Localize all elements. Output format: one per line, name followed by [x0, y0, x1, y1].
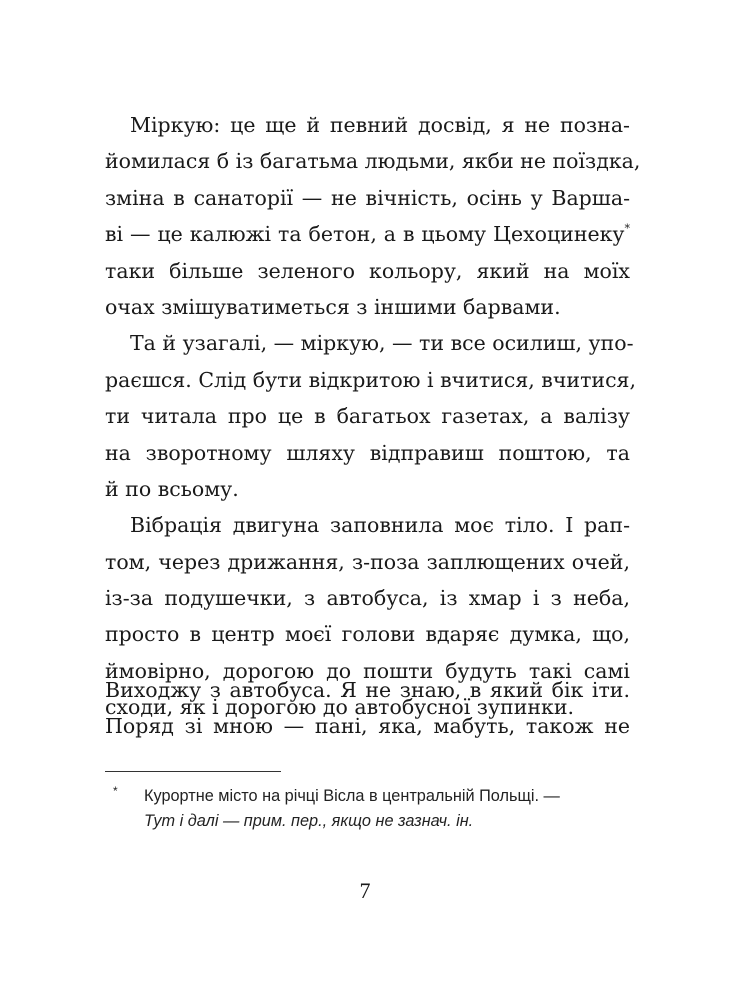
page-number: 7 — [359, 878, 371, 903]
footnote-reference-mark: * — [624, 222, 630, 236]
paragraph-2-line-1: Та й узагалі, — міркую, — ти все осилиш, упо- — [130, 331, 634, 356]
paragraph-1-line-4 — [105, 216, 630, 252]
paragraph-2-line-5: й по всьому. — [105, 476, 239, 501]
paragraph-1-line-5: таки більше зеленого кольору, який на моїх — [105, 258, 630, 283]
footnote-text: Курортне місто на річці Вісла в центральній Польщі. — — [144, 787, 560, 805]
footnote-italic-text — [144, 809, 630, 834]
paragraph-3-line-2: том, через дрижання, з-поза заплющених очей, — [105, 549, 630, 574]
paragraph-1-line-4-text: ві — це калюжі та бетон, а в цьому Цехоцинеку — [105, 222, 625, 247]
footnote-mark: * — [113, 784, 118, 798]
paragraph-2-line-4: на зворотному шляху відправиш поштою, та — [105, 440, 630, 465]
paragraph-1-line-6: очах змішуватиметься з іншими барвами. — [105, 294, 561, 319]
paragraph-2-line-2: раєшся. Слід бути відкритою і вчитися, вчитися, — [105, 367, 636, 392]
paragraph-3-line-4: просто в центр моєї голови вдаряє думка, що, — [105, 622, 630, 647]
paragraph-3-line-6: сходи, як і дорогою до автобусної зупинки. — [105, 695, 575, 720]
paragraph-4-line-2: Поряд зі мною — пані, яка, мабуть, також не — [105, 714, 630, 739]
footnote — [105, 784, 630, 834]
paragraph-1-line-1: Міркую: це ще й певний досвід, я не позна- — [130, 113, 630, 137]
paragraph-1-line-3: зміна в санаторії — не вічність, осінь у Варша- — [105, 185, 630, 210]
paragraph-2-line-3: ти читала про це в багатьох газетах, а валізу — [105, 404, 630, 429]
footnote-divider — [105, 771, 281, 772]
paragraph-3-line-3: із-за подушечки, з автобуса, із хмар і з неба, — [105, 586, 630, 611]
footnote-italic: Тут і далі — прим. пер., якщо не зазнач. ін. — [144, 812, 474, 830]
paragraph-4-line-1: Виходжу з автобуса. Я не знаю, в який бік іти. — [105, 678, 630, 702]
paragraph-1-line-2: йомилася б із багатьма людьми, якби не поїздка, — [105, 149, 641, 174]
main-text — [105, 107, 641, 726]
section-after-break — [105, 672, 630, 745]
paragraph-3-line-1: Вібрація двигуна заповнила моє тіло. І рап- — [130, 513, 630, 538]
paragraph-3-line-5: ймовірно, дорогою до пошти будуть такі самі — [105, 658, 630, 683]
